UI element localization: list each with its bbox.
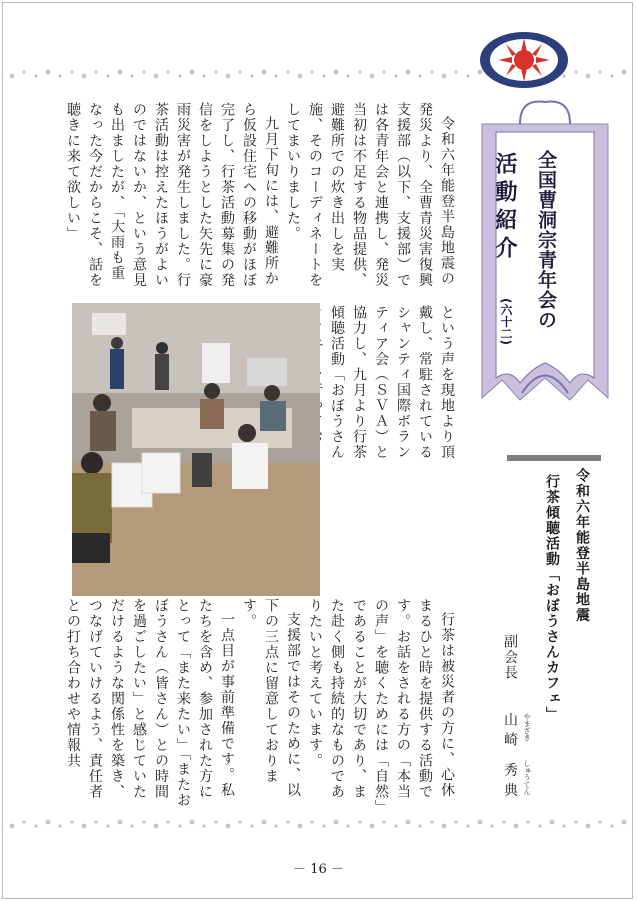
- decor-dot: [82, 74, 87, 79]
- decor-dot: [394, 74, 397, 77]
- decor-dot: [322, 824, 325, 827]
- decor-dot: [70, 70, 73, 73]
- decor-dot: [10, 74, 15, 79]
- decor-dot: [46, 70, 51, 75]
- decor-dot: [130, 74, 133, 77]
- decor-dot: [538, 824, 541, 827]
- decor-dot: [622, 820, 627, 825]
- decor-dot: [562, 824, 565, 827]
- decor-dot: [178, 74, 181, 77]
- decor-dot: [406, 70, 411, 75]
- decor-dot: [346, 824, 349, 827]
- decor-dot: [262, 70, 267, 75]
- decor-dot: [586, 824, 591, 829]
- page-number: － 16 －: [293, 862, 344, 877]
- decor-dot: [418, 824, 421, 827]
- decor-dot: [454, 820, 457, 823]
- soto-youth-emblem-icon: [478, 30, 570, 90]
- decor-dot: [382, 820, 385, 823]
- decor-dot: [490, 824, 493, 827]
- decor-dot: [106, 74, 109, 77]
- decor-dot: [22, 820, 25, 823]
- decor-dot: [250, 74, 253, 77]
- decor-dot: [202, 824, 205, 827]
- decor-dot: [274, 824, 277, 827]
- decor-dot: [406, 820, 411, 825]
- body-middle-block: [330, 305, 458, 463]
- decor-dot: [226, 74, 231, 79]
- bottom-dots-divider: [6, 818, 631, 830]
- paragraph-4: 行茶は被災者の方に、心休まるひと時を提供する活動です。お話をされる方の「本当の声」を聴くためには「自然」であることが大切であり、また赴く側も持続的なものでありたいと考えています。: [307, 598, 455, 808]
- decor-dot: [154, 74, 159, 79]
- decor-dot: [82, 824, 87, 829]
- decor-dot: [154, 824, 159, 829]
- decor-dot: [118, 820, 123, 825]
- decor-dot: [334, 70, 339, 75]
- author-name: 山崎 秀典: [502, 712, 518, 803]
- decor-dot: [58, 74, 61, 77]
- title-separator-bar: [507, 455, 601, 461]
- decor-dot: [70, 820, 73, 823]
- decor-dot: [610, 824, 613, 827]
- body-lower-block: [65, 598, 458, 812]
- decor-dot: [286, 70, 289, 73]
- decor-dot: [442, 74, 447, 79]
- article-activity-title: 行茶傾聴活動「おぼうさんカフェ」: [544, 474, 560, 722]
- decor-dot: [106, 824, 109, 827]
- decor-dot: [190, 70, 195, 75]
- decor-dot: [418, 74, 421, 77]
- decor-dot: [358, 70, 361, 73]
- decor-dot: [94, 820, 97, 823]
- decor-dot: [526, 820, 529, 823]
- decor-dot: [310, 820, 313, 823]
- series-subtitle: [489, 152, 520, 264]
- event-photo: [72, 303, 320, 596]
- decor-dot: [214, 820, 217, 823]
- decor-dot: [34, 74, 37, 77]
- decor-dot: [478, 820, 483, 825]
- decor-dot: [22, 70, 25, 73]
- decor-dot: [238, 70, 241, 73]
- decor-dot: [310, 70, 313, 73]
- decor-dot: [358, 820, 361, 823]
- decor-dot: [598, 820, 601, 823]
- decor-dot: [298, 824, 303, 829]
- decor-dot: [514, 824, 519, 829]
- decor-dot: [142, 820, 145, 823]
- decor-dot: [178, 824, 181, 827]
- decor-dot: [454, 70, 457, 73]
- decor-dot: [166, 70, 169, 73]
- decor-dot: [322, 74, 325, 77]
- decor-dot: [118, 70, 123, 75]
- decor-dot: [166, 820, 169, 823]
- decor-dot: [58, 824, 61, 827]
- decor-dot: [142, 70, 145, 73]
- decor-dot: [334, 820, 339, 825]
- decor-dot: [370, 824, 375, 829]
- paragraph-6: 一点目が事前準備です。私たちを含め、参加された方にとって「また来たい」「またおぼうさん（皆さん）との時間を過ごしたい」と感じていただけるような関係性を築き、つなげていけるよう、責任者との打ち合わせや情報共: [65, 598, 235, 808]
- decor-dot: [214, 70, 217, 73]
- decor-dot: [274, 74, 277, 77]
- paragraph-5: 支援部ではそのために、以下の三点に留意しております。: [241, 598, 301, 798]
- decor-dot: [286, 820, 289, 823]
- decor-dot: [94, 70, 97, 73]
- paragraph-2: 九月下旬には、避難所から仮設住宅への移動がほぼ完了し、行茶活動募集の発信をしようとした矢先に豪雨災害が発生しました。行茶活動は控えたほうがよいのではないか、という意見も出ましたが、「大雨も重なった今だからこそ、話を聴きに来て欲しい」: [65, 102, 279, 288]
- author-surname-ruby: やまざき: [523, 713, 531, 741]
- decor-dot: [382, 70, 385, 73]
- decor-dot: [202, 74, 205, 77]
- paragraph-1: 令和六年能登半島地震の発災より、全曹青災害復興支援部（以下、支援部）では各青年会と連携し、発災当初は不足する物品提供、避難所での炊き出しを実施、そのコーディネートをしてまいりました。: [285, 102, 455, 288]
- decor-dot: [250, 824, 253, 827]
- decor-dot: [442, 824, 447, 829]
- author-given-ruby: しゅうてん: [523, 760, 531, 795]
- article-event: 令和六年能登半島地震: [574, 468, 590, 623]
- decor-dot: [34, 824, 37, 827]
- series-title: 全国曹洞宗青年会の: [535, 150, 557, 330]
- decor-dot: [430, 70, 433, 73]
- body-upper-block: [65, 102, 458, 292]
- decor-dot: [190, 820, 195, 825]
- decor-dot: [262, 820, 267, 825]
- paragraph-3: という声を現地より頂戴し、常駐されているシャンティ国際ボランティア会（ＳＶＡ）と協力し、九月より行茶傾聴活動「おぼうさん: [329, 305, 455, 460]
- decor-dot: [226, 824, 231, 829]
- decor-dot: [502, 820, 505, 823]
- decor-dot: [238, 820, 241, 823]
- decor-dot: [574, 820, 577, 823]
- decor-dot: [466, 824, 469, 827]
- decor-dot: [622, 70, 627, 75]
- decor-dot: [394, 824, 397, 827]
- series-subtitle-text: 活動紹介: [492, 152, 517, 264]
- decor-dot: [550, 820, 555, 825]
- decor-dot: [370, 74, 375, 79]
- decor-dot: [10, 824, 15, 829]
- decor-dot: [298, 74, 303, 79]
- decor-dot: [346, 74, 349, 77]
- author-role: 副会長: [502, 634, 518, 681]
- decor-dot: [130, 824, 133, 827]
- decor-dot: [46, 820, 51, 825]
- decor-dot: [430, 820, 433, 823]
- series-number: (六十二): [499, 298, 513, 345]
